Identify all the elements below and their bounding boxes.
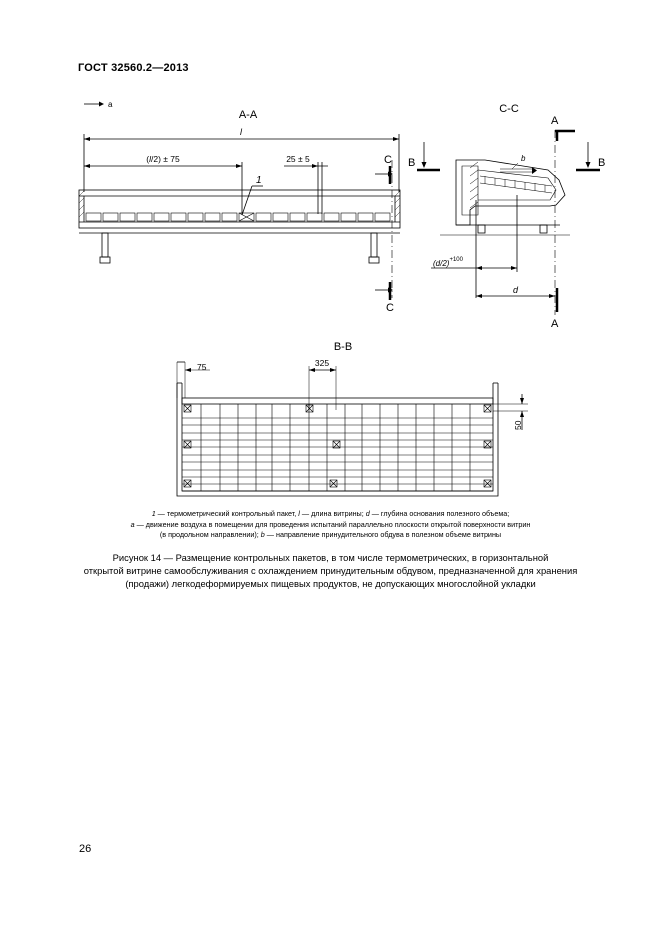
caption-line-2: открытой витрине самообслуживания с охлаждением принудительным обдувом, предназначенной для хранения [83, 565, 578, 576]
caption-line-3: (продажи) легкодеформируемых пищевых продуктов, не допускающих многослойной укладки [125, 578, 536, 589]
section-aa-view [79, 100, 400, 314]
offset-75-label: 75 [197, 362, 207, 372]
cut-c-bottom-label: C [386, 302, 394, 314]
spacing-325-label: 325 [314, 358, 330, 368]
cut-a-top-label: A [551, 115, 559, 127]
callout-1: 1 [256, 175, 262, 186]
half-length-label: (l/2) ± 75 [146, 154, 180, 164]
cut-c-top-label: C [384, 154, 392, 166]
offset-50-label: 50 [513, 420, 523, 430]
length-label: l [240, 127, 242, 137]
figure-caption [60, 551, 601, 590]
cut-b-right-label: B [598, 157, 606, 169]
standard-header: ГОСТ 32560.2—2013 [78, 62, 189, 74]
gap-25-label: 25 ± 5 [286, 154, 310, 164]
half-depth-label: $(d/2)^{+100}$ [433, 257, 463, 268]
cut-b-left-label: B [408, 157, 416, 169]
cut-a-bottom-label: A [551, 318, 559, 330]
air-movement-label: a [108, 100, 113, 109]
page-number: 26 [79, 843, 92, 855]
section-cc-title: C-C [499, 103, 519, 115]
section-bb-title: B-B [333, 341, 353, 353]
section-cc-view [408, 103, 605, 330]
figure-legend: 1 — термометрический контрольный пакет, l — длина витрины; d — глубина основания полезного объема; a — движение воздуха в помещении для проведения испытаний параллельно плоскости открытой поверхности витрин (в продольном направлении); b — направление принудительного обдува в полезном объеме витрины [130, 509, 531, 539]
depth-label: d [513, 285, 519, 295]
airflow-b-label: b [521, 154, 526, 163]
section-aa-title: A-A [238, 109, 258, 121]
section-bb-view [177, 341, 528, 496]
caption-line-1: Рисунок 14 — Размещение контрольных пакетов, в том числе термометрических, в горизонтальной [112, 552, 549, 563]
